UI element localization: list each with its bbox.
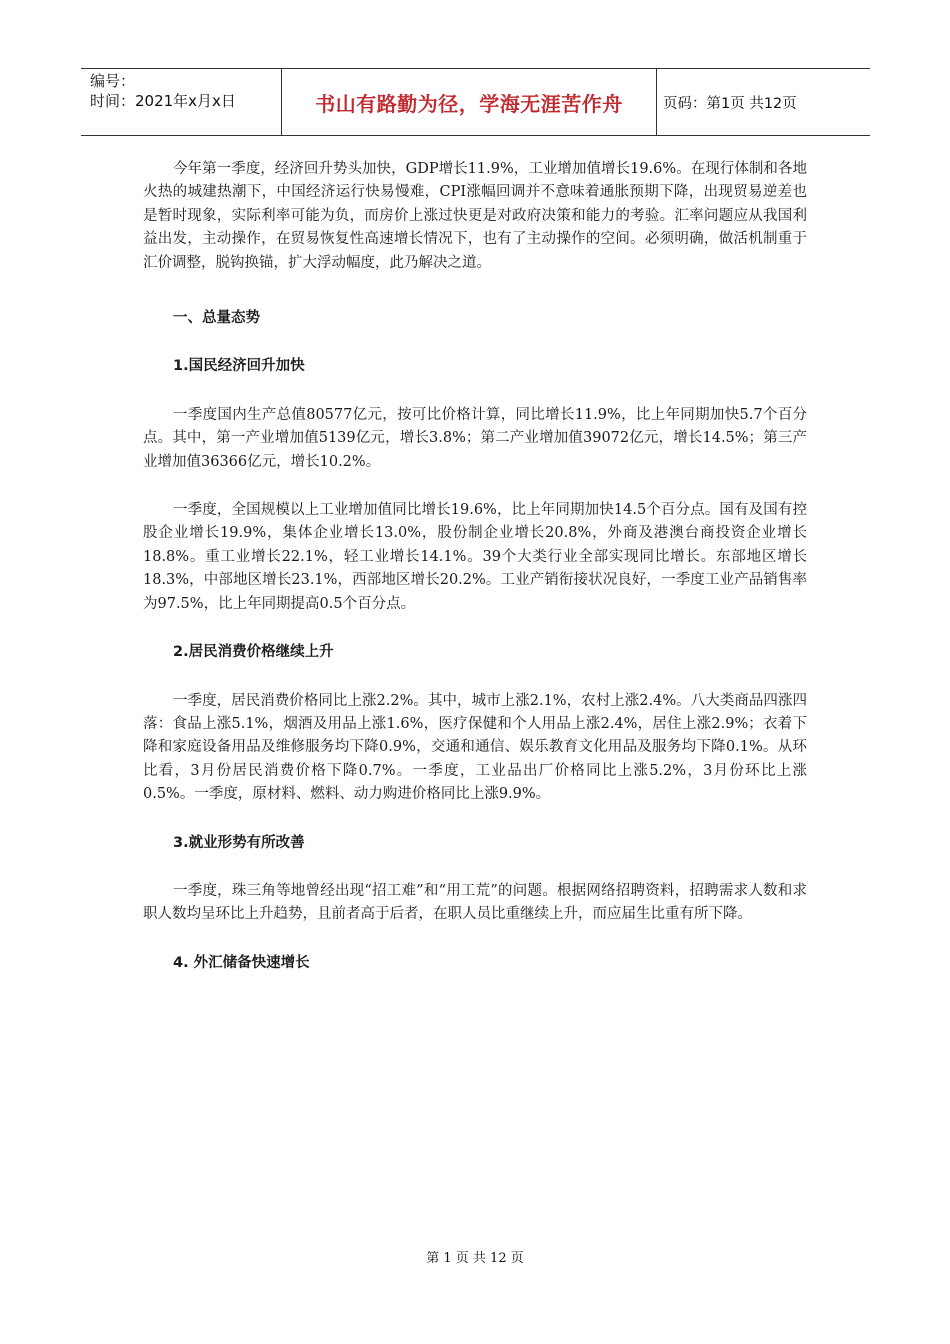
subsection-heading-4: 4. 外汇储备快速增长: [173, 954, 310, 971]
header-meta: [81, 69, 282, 135]
header-motto: 书山有路勤为径，学海无涯苦作舟: [282, 69, 657, 135]
subsection-1-paragraph-1: 一季度国内生产总值80577亿元，按可比价格计算，同比增长11.9%，比上年同期加快5.7个百分点。其中，第一产业增加值5139亿元，增长3.8%；第二产业增加值39072亿元，增长14.5%；第三产业增加值36366亿元，增长10.2%。: [143, 406, 807, 470]
subsection-1-paragraph-2: 一季度，全国规模以上工业增加值同比增长19.6%，比上年同期加快14.5个百分点。国有及国有控股企业增长19.9%，集体企业增长13.0%，股份制企业增长20.8%，外商及港澳台商投资企业增长18.8%。重工业增长22.1%，轻工业增长14.1%。39个大类行业全部实现同比增长。东部地区增长18.3%，中部地区增长23.1%，西部地区增长20.2%。工业产销衔接状况良好，一季度工业产品销售率为97.5%，比上年同期提高0.5个百分点。: [143, 502, 807, 612]
subsection-heading-2: 2.居民消费价格继续上升: [173, 644, 334, 661]
subsection-heading-1: 1.国民经济回升加快: [173, 358, 305, 375]
subsection-3-paragraph-1: 一季度，珠三角等地曾经出现“招工难”和“用工荒”的问题。根据网络招聘资料，招聘需求人数和求职人数均呈环比上升趋势，且前者高于后者，在职人员比重继续上升，而应届生比重有所下降。: [143, 882, 807, 923]
document-body: [143, 158, 807, 975]
page-header: [81, 68, 870, 136]
doc-number-label: 编号：: [90, 72, 136, 90]
section-heading-1: 一、总量态势: [173, 310, 260, 327]
intro-paragraph: 今年第一季度，经济回升势头加快，GDP增长11.9%，工业增加值增长19.6%。在现行体制和各地火热的城建热潮下，中国经济运行快易慢难，CPI涨幅回调并不意味着通胀预期下降，出现贸易逆差也是暂时现象，实际利率可能为负，而房价上涨过快更是对政府决策和能力的考验。汇率问题应从我国利益出发，主动操作，在贸易恢复性高速增长情况下，也有了主动操作的空间。必须明确，做活机制重于汇价调整，脱钩换锚，扩大浮动幅度，此乃解决之道。: [143, 161, 807, 271]
subsection-heading-3: 3.就业形势有所改善: [173, 834, 305, 851]
page-footer: 第 1 页 共 12 页: [426, 1251, 524, 1266]
doc-time-label: 时间：2021年x月x日: [90, 92, 236, 110]
subsection-2-paragraph-1: 一季度，居民消费价格同比上涨2.2%。其中，城市上涨2.1%，农村上涨2.4%。八大类商品四涨四落：食品上涨5.1%，烟酒及用品上涨1.6%，医疗保健和个人用品上涨2.4%，居住上涨2.9%；衣着下降和家庭设备用品及维修服务均下降0.9%，交通和通信、娱乐教育文化用品及服务均下降0.1%。从环比看，3月份居民消费价格下降0.7%。一季度，工业品出厂价格同比上涨5.2%，3月份环比上涨0.5%。一季度，原材料、燃料、动力购进价格同比上涨9.9%。: [143, 692, 807, 803]
header-page-info: 页码：第1页 共12页: [663, 95, 797, 112]
